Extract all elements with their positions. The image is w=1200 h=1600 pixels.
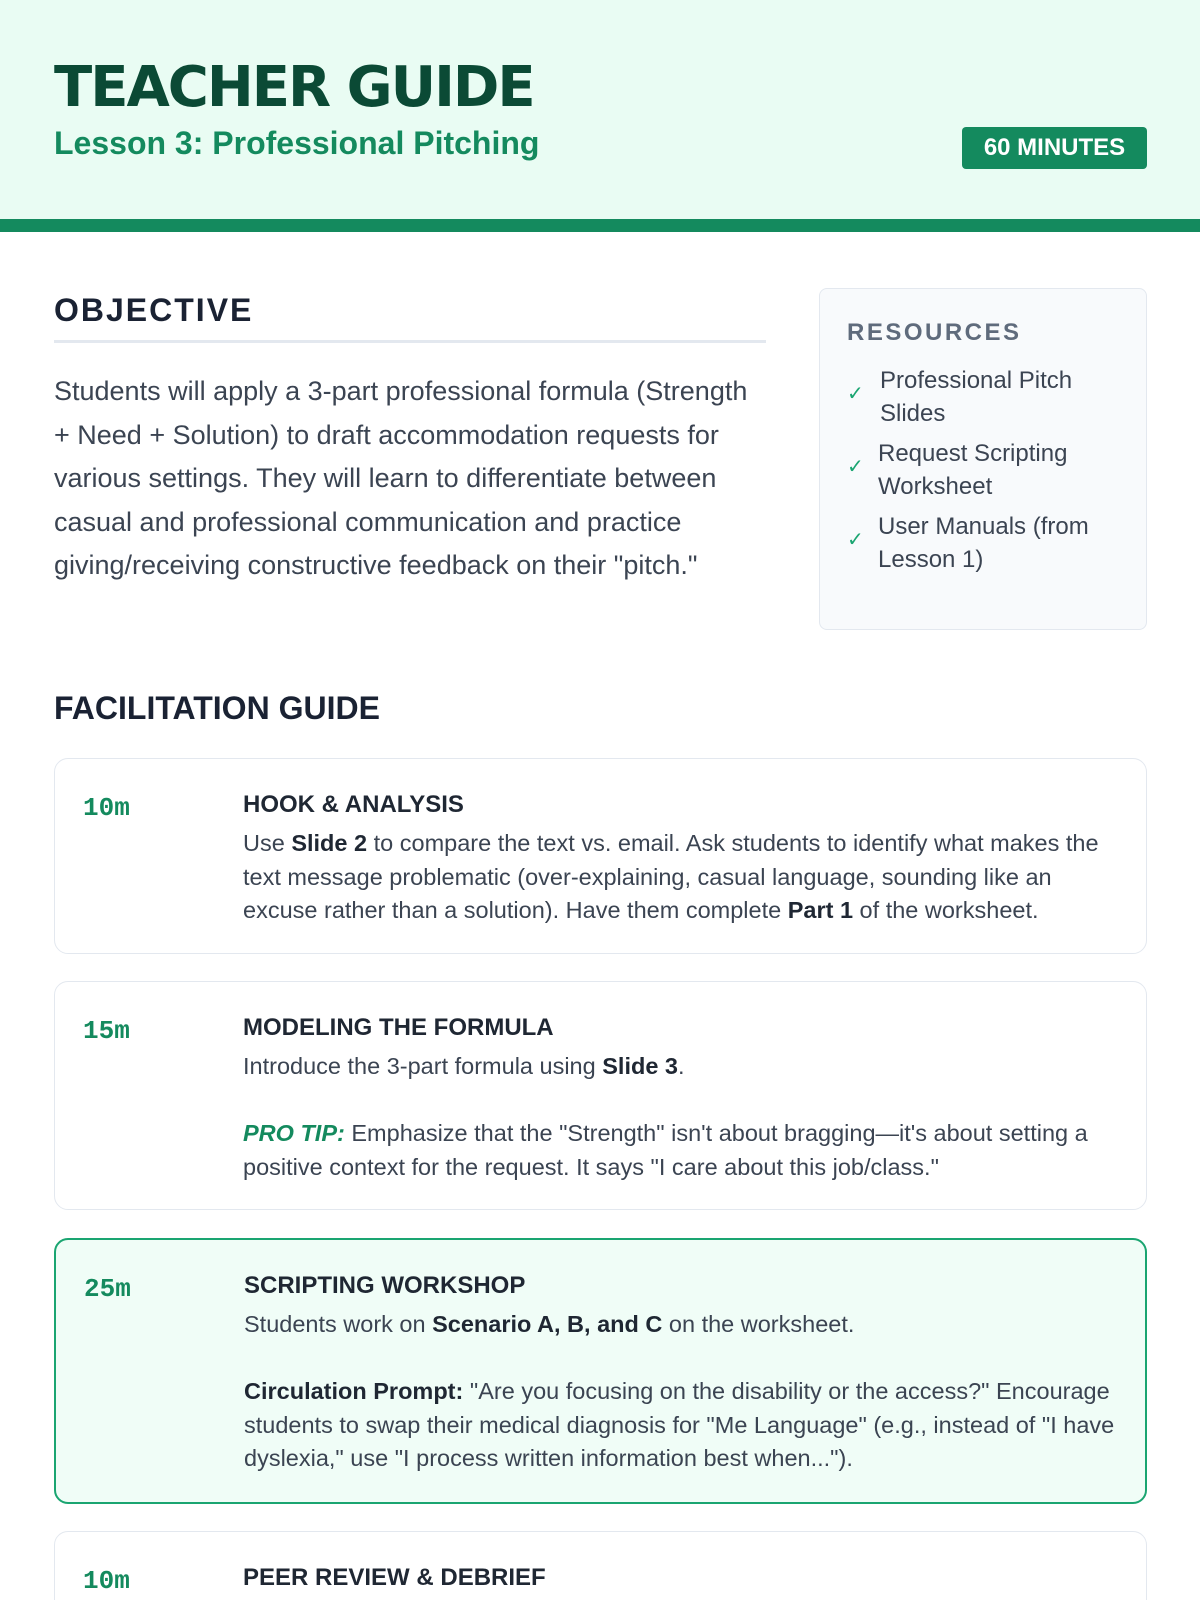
- page-header: [0, 0, 1200, 232]
- duration-badge: 60 MINUTES: [962, 127, 1147, 169]
- step-body: [243, 787, 1123, 928]
- step-body: [243, 1560, 1123, 1600]
- step-title: PEER REVIEW & DEBRIEF: [243, 1564, 546, 1591]
- resource-label: Request Scripting Worksheet: [878, 440, 1068, 500]
- check-icon: ✓: [847, 529, 864, 551]
- facilitation-step-card-active: [54, 1238, 1147, 1504]
- pro-tip-label: PRO TIP:: [243, 1120, 345, 1146]
- lesson-subtitle: Lesson 3: Professional Pitching: [54, 125, 540, 161]
- resource-label: User Manuals (from Lesson 1): [878, 513, 1089, 573]
- objective-heading: OBJECTIVE: [54, 292, 254, 328]
- step-time: 25m: [84, 1274, 131, 1304]
- pro-tip: PRO TIP: Emphasize that the "Strength" isn't about bragging—it's about setting a positive context for the request. It says "I care about this job/class.": [243, 1120, 1088, 1180]
- step-time: 15m: [83, 1016, 130, 1046]
- step-title: HOOK & ANALYSIS: [243, 791, 464, 818]
- page-title: TEACHER GUIDE: [54, 55, 534, 120]
- objective-divider: [54, 340, 766, 343]
- step-time: 10m: [83, 1566, 130, 1596]
- step-body: [243, 1010, 1123, 1184]
- step-text: Students work on Scenario A, B, and C on the worksheet.: [244, 1311, 855, 1337]
- step-title: MODELING THE FORMULA: [243, 1014, 554, 1041]
- step-text: Introduce the 3-part formula using Slide 3.: [243, 1053, 685, 1079]
- facilitation-heading: FACILITATION GUIDE: [54, 690, 380, 726]
- facilitation-step-card: [54, 1531, 1147, 1600]
- step-title: SCRIPTING WORKSHOP: [244, 1272, 526, 1299]
- step-text: Use Slide 2 to compare the text vs. email. Ask students to identify what makes the text message problematic (over-explaining, casual language, sounding like an excuse rather than a solution). Have them complete Part 1 of the worksheet.: [243, 830, 1099, 923]
- check-icon: ✓: [847, 456, 864, 478]
- facilitation-step-card: [54, 981, 1147, 1210]
- circulation-prompt-label: Circulation Prompt:: [244, 1378, 464, 1404]
- check-icon: ✓: [847, 383, 864, 405]
- resources-panel: [819, 288, 1147, 630]
- resources-title: RESOURCES: [847, 319, 1022, 346]
- step-body: [244, 1268, 1124, 1476]
- facilitation-step-card: [54, 758, 1147, 954]
- circulation-prompt: Circulation Prompt: "Are you focusing on the disability or the access?" Encourage students to swap their medical diagnosis for "Me Language" (e.g., instead of "I have dyslexia," use "I process written information best when...").: [244, 1378, 1115, 1471]
- resource-label: Professional Pitch Slides: [880, 367, 1073, 427]
- objective-text: Students will apply a 3-part professional formula (Strength + Need + Solution) to draft accommodation requests for various settings. They will learn to differentiate between casual and professional communication and practice giving/receiving constructive feedback on their "pitch.": [54, 376, 748, 580]
- step-time: 10m: [83, 793, 130, 823]
